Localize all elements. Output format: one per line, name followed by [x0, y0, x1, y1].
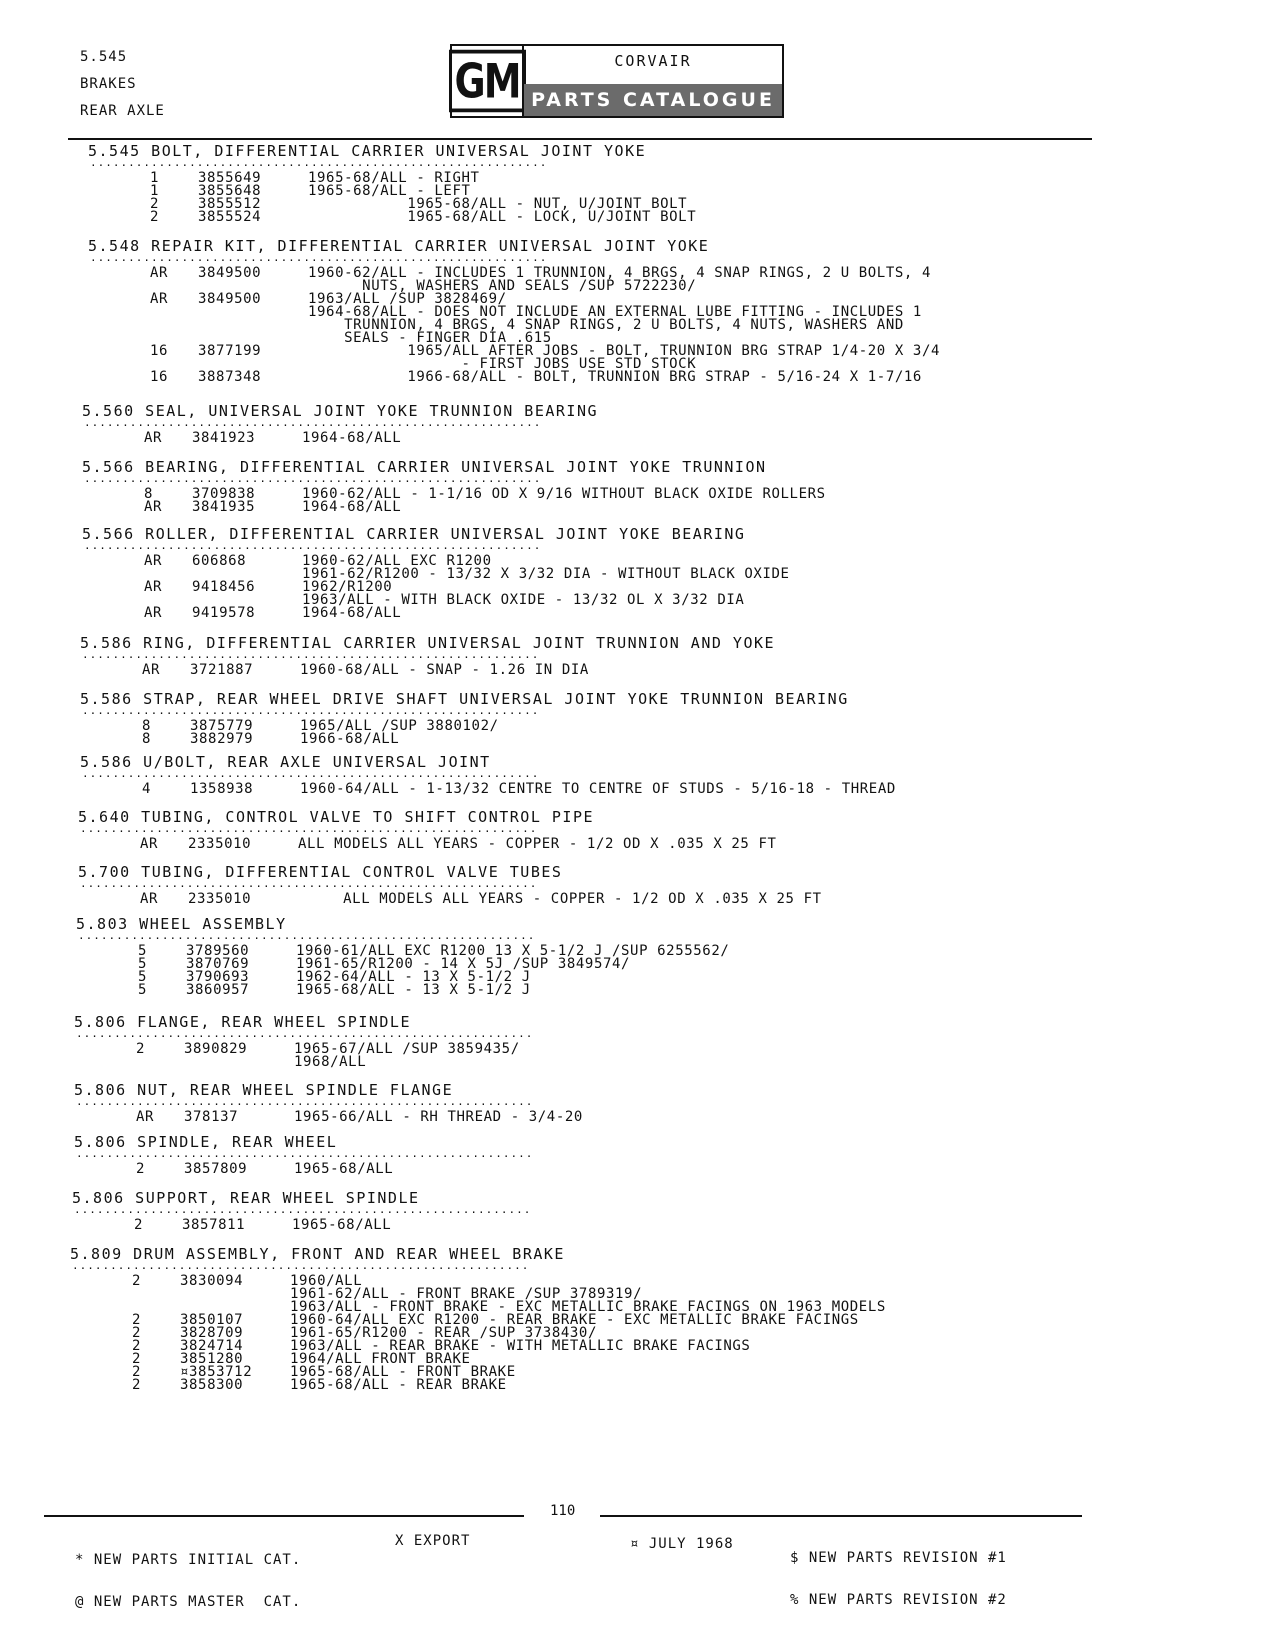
part-number: 3877199 [198, 343, 262, 359]
part-quantity: AR [140, 891, 159, 907]
part-row [72, 1218, 1080, 1232]
part-application: 1960/ALL [290, 1273, 363, 1289]
part-quantity: 1 [150, 170, 160, 186]
part-application: 1968/ALL [294, 1054, 367, 1070]
part-application: 1960-62/ALL - INCLUDES 1 TRUNNION, 4 BRGS, 4 SNAP RINGS, 2 U BOLTS, 4 [308, 265, 931, 281]
part-application: 1965-68/ALL - NUT, U/JOINT BOLT [308, 196, 688, 212]
part-number: 3857809 [184, 1161, 248, 1177]
legend-export: X EXPORT [395, 1533, 471, 1549]
part-row [74, 1055, 1080, 1069]
part-row [76, 983, 1080, 997]
part-application: 1964-68/ALL [302, 430, 402, 446]
header-ref: 5.545 [80, 49, 128, 65]
part-application: 1961-65/R1200 - REAR /SUP 3738430/ [290, 1325, 597, 1341]
part-quantity: 2 [132, 1364, 142, 1380]
page-number: 110 [550, 1503, 576, 1519]
part-row [88, 210, 1080, 224]
part-application: 1965-68/ALL [292, 1217, 392, 1233]
section-title: 5.545 BOLT, DIFFERENTIAL CARRIER UNIVERSAL JOINT YOKE [88, 142, 647, 160]
part-quantity: 2 [134, 1217, 144, 1233]
part-quantity: 8 [142, 718, 152, 734]
part-quantity: AR [150, 291, 169, 307]
part-number: 606868 [192, 553, 247, 569]
dotted-leader: ···························································· [90, 159, 548, 172]
part-application: - FIRST JOBS USE STD STOCK [308, 356, 697, 372]
section-title: 5.566 ROLLER, DIFFERENTIAL CARRIER UNIVERSAL JOINT YOKE BEARING [82, 525, 746, 543]
part-number: 1358938 [190, 781, 254, 797]
legend-rev2: % NEW PARTS REVISION #2 [790, 1592, 1007, 1608]
part-quantity: 2 [132, 1338, 142, 1354]
header-left [80, 44, 165, 125]
part-row [78, 837, 1080, 851]
part-application: 1965-68/ALL - FRONT BRAKE [290, 1364, 516, 1380]
part-quantity: 8 [144, 486, 154, 502]
section-title: 5.586 RING, DIFFERENTIAL CARRIER UNIVERSAL JOINT TRUNNION AND YOKE [80, 634, 776, 652]
part-application: 1960-62/ALL - 1-1/16 OD X 9/16 WITHOUT BLACK OXIDE ROLLERS [302, 486, 826, 502]
part-quantity: 5 [138, 956, 148, 972]
part-quantity: 1 [150, 183, 160, 199]
part-number: 3841923 [192, 430, 256, 446]
part-application: 1964-68/ALL [302, 605, 402, 621]
dotted-leader: ···························································· [76, 1098, 534, 1111]
part-application: 1966-68/ALL [300, 731, 400, 747]
part-application: 1960-61/ALL EXC R1200 13 X 5-1/2 J /SUP 6255562/ [296, 943, 730, 959]
part-application: 1962-64/ALL - 13 X 5-1/2 J [296, 969, 531, 985]
gm-logo-text: GM [449, 50, 526, 113]
dotted-leader: ···························································· [82, 651, 540, 664]
part-quantity: AR [140, 836, 159, 852]
gm-logo-box [450, 44, 784, 118]
part-number: 2335010 [188, 836, 252, 852]
part-quantity: 5 [138, 969, 148, 985]
part-row [82, 606, 1080, 620]
section-title: 5.806 FLANGE, REAR WHEEL SPINDLE [74, 1013, 411, 1031]
footer-legend-revision [790, 1523, 1007, 1635]
part-application: 1961-62/ALL - FRONT BRAKE /SUP 3789319/ [290, 1286, 643, 1302]
dotted-leader: ···························································· [80, 825, 538, 838]
part-quantity: 8 [142, 731, 152, 747]
legend-master: @ NEW PARTS MASTER CAT. [75, 1594, 302, 1610]
dotted-leader: ···························································· [76, 1150, 534, 1163]
section-title: 5.560 SEAL, UNIVERSAL JOINT YOKE TRUNNION BEARING [82, 402, 599, 420]
dotted-leader: ···························································· [78, 932, 536, 945]
dotted-leader: ···························································· [76, 1030, 534, 1043]
part-number: 3890829 [184, 1041, 248, 1057]
part-application: 1963/ALL - FRONT BRAKE - EXC METALLIC BRAKE FACINGS ON 1963 MODELS [290, 1299, 886, 1315]
part-application: 1963/ALL - REAR BRAKE - WITH METALLIC BRAKE FACINGS [290, 1338, 751, 1354]
part-quantity: 2 [150, 196, 160, 212]
part-quantity: AR [144, 499, 163, 515]
legend-rev1: $ NEW PARTS REVISION #1 [790, 1550, 1007, 1566]
part-number: 3860957 [186, 982, 250, 998]
part-row [88, 318, 1080, 332]
part-number: 3850107 [180, 1312, 244, 1328]
part-quantity: 2 [132, 1273, 142, 1289]
part-number: 3849500 [198, 291, 262, 307]
section-title: 5.803 WHEEL ASSEMBLY [76, 915, 287, 933]
dotted-leader: ···························································· [72, 1262, 530, 1275]
part-number: 3855648 [198, 183, 262, 199]
dotted-leader: ···························································· [82, 707, 540, 720]
section-title: 5.640 TUBING, CONTROL VALVE TO SHIFT CONTROL PIPE [78, 808, 595, 826]
part-number: 3830094 [180, 1273, 244, 1289]
part-quantity: 2 [132, 1351, 142, 1367]
part-quantity: 2 [132, 1325, 142, 1341]
dotted-leader: ···························································· [84, 475, 542, 488]
part-application: ALL MODELS ALL YEARS - COPPER - 1/2 OD X .035 X 25 FT [298, 836, 777, 852]
legend-initial: * NEW PARTS INITIAL CAT. [75, 1552, 302, 1568]
dotted-leader: ···························································· [74, 1206, 532, 1219]
catalogue-banner: PARTS CATALOGUE [524, 84, 782, 116]
header-group: BRAKES [80, 76, 137, 92]
part-number: 3828709 [180, 1325, 244, 1341]
part-application: 1964-68/ALL - DOES NOT INCLUDE AN EXTERNAL LUBE FITTING - INCLUDES 1 [308, 304, 922, 320]
part-quantity: AR [142, 662, 161, 678]
part-application: 1965/ALL /SUP 3880102/ [300, 718, 499, 734]
part-row [74, 1042, 1080, 1056]
part-application: 1966-68/ALL - BOLT, TRUNNION BRG STRAP - 5/16-24 X 1-7/16 [308, 369, 922, 385]
part-application: 1965-68/ALL [294, 1161, 394, 1177]
part-number: 3709838 [192, 486, 256, 502]
part-application: 1965-68/ALL - 13 X 5-1/2 J [296, 982, 531, 998]
part-row [80, 732, 1080, 746]
part-application: 1960-64/ALL EXC R1200 - REAR BRAKE - EXC METALLIC BRAKE FACINGS [290, 1312, 859, 1328]
footer-divider-right [600, 1515, 1082, 1517]
part-number: 3790693 [186, 969, 250, 985]
gm-logo [452, 46, 524, 116]
part-application: 1960-62/ALL EXC R1200 [302, 553, 492, 569]
section-title: 5.700 TUBING, DIFFERENTIAL CONTROL VALVE TUBES [78, 863, 563, 881]
part-row [82, 431, 1080, 445]
section-title: 5.806 NUT, REAR WHEEL SPINDLE FLANGE [74, 1081, 454, 1099]
make-label: CORVAIR [614, 52, 692, 70]
part-quantity: 4 [142, 781, 152, 797]
part-number: 3855524 [198, 209, 262, 225]
part-number: 3824714 [180, 1338, 244, 1354]
part-row [88, 370, 1080, 384]
part-application: 1965-68/ALL - LOCK, U/JOINT BOLT [308, 209, 697, 225]
footer-legend-new [75, 1525, 301, 1637]
part-number: 2335010 [188, 891, 252, 907]
footer-divider-left [44, 1515, 524, 1517]
part-number: 378137 [184, 1109, 239, 1125]
part-number: 3841935 [192, 499, 256, 515]
part-number: 3851280 [180, 1351, 244, 1367]
dotted-leader: ···························································· [82, 770, 540, 783]
part-application: 1965-67/ALL /SUP 3859435/ [294, 1041, 520, 1057]
part-quantity: 16 [150, 369, 169, 385]
part-quantity: 2 [150, 209, 160, 225]
part-quantity: AR [144, 553, 163, 569]
part-number: 3849500 [198, 265, 262, 281]
part-row [74, 1162, 1080, 1176]
section-title: 5.806 SPINDLE, REAR WHEEL [74, 1133, 338, 1151]
part-quantity: 5 [138, 982, 148, 998]
part-application: 1965-68/ALL - RIGHT [308, 170, 480, 186]
header-subgroup: REAR AXLE [80, 103, 165, 119]
part-application: SEALS - FINGER DIA .615 [308, 330, 552, 346]
part-quantity: 2 [132, 1312, 142, 1328]
part-row [70, 1378, 1080, 1392]
section-title: 5.548 REPAIR KIT, DIFFERENTIAL CARRIER UNIVERSAL JOINT YOKE [88, 237, 710, 255]
part-quantity: 2 [136, 1041, 146, 1057]
part-quantity: AR [144, 430, 163, 446]
section-title: 5.806 SUPPORT, REAR WHEEL SPINDLE [72, 1189, 420, 1207]
part-number: 3887348 [198, 369, 262, 385]
section-title: 5.586 U/BOLT, REAR AXLE UNIVERSAL JOINT [80, 753, 491, 771]
part-number: 9419578 [192, 605, 256, 621]
part-application: 1965/ALL AFTER JOBS - BOLT, TRUNNION BRG STRAP 1/4-20 X 3/4 [308, 343, 941, 359]
part-application: NUTS, WASHERS AND SEALS /SUP 5722230/ [308, 278, 697, 294]
section-title: 5.586 STRAP, REAR WHEEL DRIVE SHAFT UNIVERSAL JOINT YOKE TRUNNION BEARING [80, 690, 849, 708]
part-quantity: 2 [132, 1377, 142, 1393]
part-application: 1963/ALL - WITH BLACK OXIDE - 13/32 OL X 3/32 DIA [302, 592, 745, 608]
part-row [80, 663, 1080, 677]
part-number: 3855512 [198, 196, 262, 212]
part-number: 3721887 [190, 662, 254, 678]
part-number: 3870769 [186, 956, 250, 972]
part-number: 3857811 [182, 1217, 246, 1233]
part-application: 1961-65/R1200 - 14 X 5J /SUP 3849574/ [296, 956, 631, 972]
part-application: 1964/ALL FRONT BRAKE [290, 1351, 471, 1367]
part-quantity: 16 [150, 343, 169, 359]
dotted-leader: ···························································· [90, 254, 548, 267]
section-title: 5.809 DRUM ASSEMBLY, FRONT AND REAR WHEEL BRAKE [70, 1245, 565, 1263]
part-quantity: AR [136, 1109, 155, 1125]
dotted-leader: ···························································· [80, 880, 538, 893]
part-number: 3858300 [180, 1377, 244, 1393]
part-application: 1965-68/ALL - REAR BRAKE [290, 1377, 507, 1393]
dotted-leader: ···························································· [84, 542, 542, 555]
part-number: 3875779 [190, 718, 254, 734]
part-quantity: AR [150, 265, 169, 281]
part-quantity: AR [144, 579, 163, 595]
part-row [82, 500, 1080, 514]
part-number: 9418456 [192, 579, 256, 595]
part-application: 1960-64/ALL - 1-13/32 CENTRE TO CENTRE OF STUDS - 5/16-18 - THREAD [300, 781, 896, 797]
part-number: 3882979 [190, 731, 254, 747]
part-application: ALL MODELS ALL YEARS - COPPER - 1/2 OD X .035 X 25 FT [298, 891, 822, 907]
part-application: 1962/R1200 [302, 579, 393, 595]
part-application: 1965-68/ALL - LEFT [308, 183, 471, 199]
part-number: 3789560 [186, 943, 250, 959]
header-divider [68, 138, 1092, 140]
part-application: 1965-66/ALL - RH THREAD - 3/4-20 [294, 1109, 583, 1125]
part-number: ¤3853712 [180, 1364, 253, 1380]
dotted-leader: ···························································· [84, 419, 542, 432]
part-row [74, 1110, 1080, 1124]
part-row [80, 782, 1080, 796]
part-application: 1963/ALL /SUP 3828469/ [308, 291, 507, 307]
part-application: 1961-62/R1200 - 13/32 X 3/32 DIA - WITHOUT BLACK OXIDE [302, 566, 790, 582]
part-number: 3855649 [198, 170, 262, 186]
part-quantity: AR [144, 605, 163, 621]
part-quantity: 2 [136, 1161, 146, 1177]
part-quantity: 5 [138, 943, 148, 959]
part-application: 1960-68/ALL - SNAP - 1.26 IN DIA [300, 662, 589, 678]
part-application: 1964-68/ALL [302, 499, 402, 515]
catalogue-date: ¤ JULY 1968 [630, 1536, 734, 1552]
part-row [78, 892, 1080, 906]
part-application: TRUNNION, 4 BRGS, 4 SNAP RINGS, 2 U BOLTS, 4 NUTS, WASHERS AND [308, 317, 904, 333]
section-title: 5.566 BEARING, DIFFERENTIAL CARRIER UNIVERSAL JOINT YOKE TRUNNION [82, 458, 767, 476]
